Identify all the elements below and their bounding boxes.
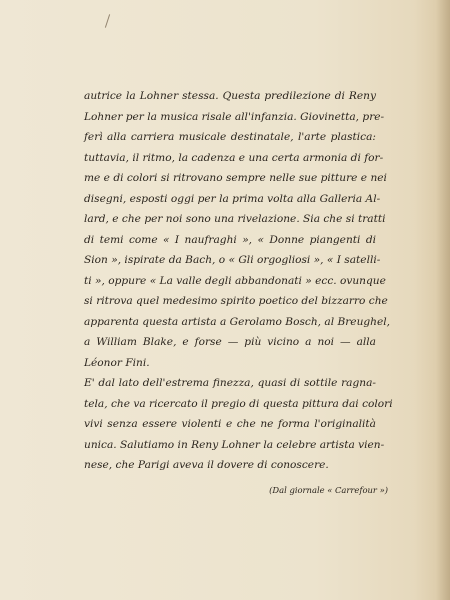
text-line: disegni, esposti oggi per la prima volta alla Galleria Al- (84, 192, 381, 205)
text-line: tela, che va ricercato il pregio di questa pittura dai colori (84, 397, 393, 410)
paragraph-2 (84, 373, 393, 476)
text-line: vivi senza essere violenti e che ne forma l'originalità (84, 418, 376, 430)
text-line: nese, che Parigi aveva il dovere di conoscere. (84, 459, 329, 471)
article-body (84, 86, 393, 476)
text-line: tuttavia, il ritmo, la cadenza e una certa armonia di for- (84, 151, 384, 164)
text-line: Léonor Fini. (84, 356, 150, 369)
text-line: Lohner per la musica risale all'infanzia. Giovinetta, pre- (84, 110, 385, 123)
text-line: apparenta questa artista a Gerolamo Bosch, al Breughel, (84, 315, 391, 328)
page-edge-shadow (436, 0, 450, 600)
text-line: autrice la Lohner stessa. Questa predilezione di Reny (84, 90, 376, 102)
text-line: Sion », ispirate da Bach, o « Gli orgogliosi », « I satelli- (84, 254, 381, 266)
text-line: di temi come « I naufraghi », « Donne piangenti di (84, 233, 376, 246)
text-line: E' dal lato dell'estrema finezza, quasi di sottile ragna- (84, 377, 376, 389)
source-citation: (Dal giornale « Carrefour ») (269, 485, 388, 495)
pencil-mark (105, 14, 110, 28)
text-line: me e di colori si ritrovano sempre nelle sue pitture e nei (84, 172, 387, 184)
text-line: a William Blake, e forse — più vicino a noi — alla (84, 336, 376, 348)
text-line: lard, e che per noi sono una rivelazione. Sia che si tratti (84, 213, 386, 225)
text-line: si ritrova quel medesimo spirito poetico del bizzarro che (84, 295, 388, 307)
text-line: ti », oppure « La valle degli abbandonati » ecc. ovunque (84, 274, 386, 287)
text-line: unica. Salutiamo in Reny Lohner la celebre artista vien- (84, 438, 385, 451)
text-line: ferì alla carriera musicale destinatale, l'arte plastica: (84, 131, 376, 143)
paragraph-1 (84, 86, 391, 373)
